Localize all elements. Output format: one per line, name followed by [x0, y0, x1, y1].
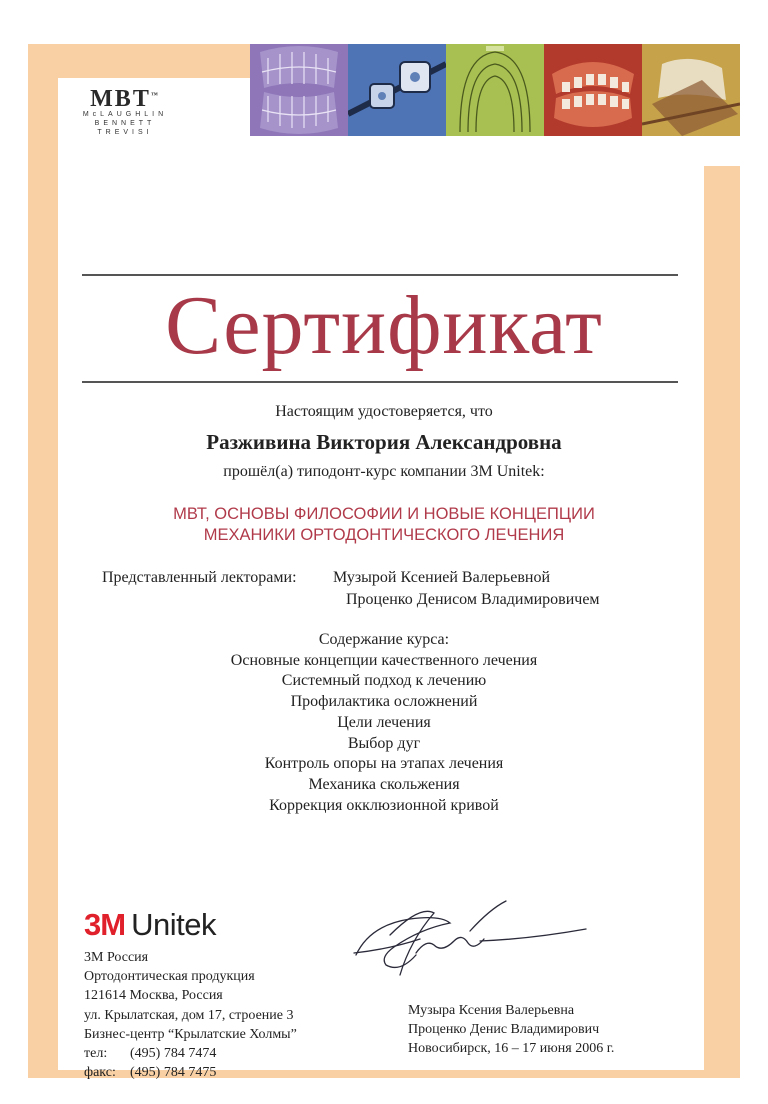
address-line: Бизнес-центр “Крылатские Холмы”: [84, 1026, 297, 1042]
handwritten-signature: [350, 895, 590, 985]
mbt-logo-line1: McLAUGHLIN: [82, 111, 168, 118]
lecturers-label: Представленный лекторами:: [102, 569, 297, 586]
mbt-logo-tm: ™: [150, 91, 160, 99]
fax-line: [84, 1063, 297, 1082]
content-item: Коррекция окклюзионной кривой: [269, 797, 499, 814]
teeth-brackets-diagram-photo: [250, 44, 348, 136]
address-line: ул. Крылатская, дом 17, строение 3: [84, 1007, 294, 1023]
frame-left-band: [28, 44, 58, 1078]
typodont-red-photo: [544, 44, 642, 136]
fax-number: (495) 784 7475: [130, 1065, 217, 1081]
content-heading: Содержание курса:: [318, 631, 450, 648]
content-item: Выбор дуг: [347, 735, 421, 752]
phone-number: (495) 784 7474: [130, 1046, 217, 1062]
content-item: Основные концепции качественного лечения: [230, 652, 538, 669]
typodont-model-photo: [642, 44, 740, 136]
company-address: [84, 948, 297, 1082]
mbt-logo-line3: TREVISI: [97, 129, 153, 136]
content-item: Контроль опоры на этапах лечения: [264, 755, 504, 772]
arch-chart-photo: [446, 44, 544, 136]
content-item: Профилактика осложнений: [290, 693, 478, 710]
certificate-title: Сертификат: [165, 279, 603, 372]
content-item: Цели лечения: [337, 714, 431, 731]
signatory-name-2: Проценко Денис Владимирович: [408, 1022, 600, 1037]
title-rule-top: [82, 274, 678, 276]
address-line: Ортодонтическая продукция: [84, 969, 255, 985]
course-title-line-2: МЕХАНИКИ ОРТОДОНТИЧЕСКОГО ЛЕЧЕНИЯ: [203, 526, 565, 544]
lecturer-name-2: Проценко Денисом Владимировичем: [346, 591, 600, 608]
3m-unitek-logo: [84, 905, 216, 945]
header-photo-strip: [250, 44, 740, 136]
content-item: Механика скольжения: [308, 776, 460, 793]
mbt-logo-line2: BENNETT: [94, 120, 156, 127]
address-line: 121614 Москва, Россия: [84, 988, 223, 1004]
unitek-logo-text: Unitek: [131, 907, 216, 942]
mbt-logo-text: MBT: [90, 86, 151, 112]
mbt-logo: [70, 84, 180, 137]
fax-label: факс:: [84, 1065, 116, 1081]
frame-top-band: [28, 44, 250, 78]
completion-text: прошёл(а) типодонт-курс компании 3M Unitek:: [223, 463, 545, 480]
place-and-date: Новосибирск, 16 – 17 июня 2006 г.: [408, 1041, 615, 1056]
content-item: Системный подход к лечению: [281, 672, 487, 689]
bracket-closeup-photo: [348, 44, 446, 136]
signatory-name-1: Музыра Ксения Валерьевна: [408, 1003, 575, 1018]
lecturer-name-1: Музырой Ксенией Валерьевной: [333, 569, 550, 586]
phone-line: [84, 1044, 297, 1063]
address-line: 3М Россия: [84, 950, 149, 965]
intro-text: Настоящим удостоверяется, что: [275, 403, 493, 420]
phone-label: тел:: [84, 1046, 108, 1062]
course-title-line-1: МВТ, ОСНОВЫ ФИЛОСОФИИ И НОВЫЕ КОНЦЕПЦИИ: [173, 505, 595, 523]
3m-logo-text: 3M: [84, 907, 126, 942]
recipient-name: Разживина Виктория Александровна: [206, 430, 562, 454]
title-rule-bottom: [82, 381, 678, 383]
